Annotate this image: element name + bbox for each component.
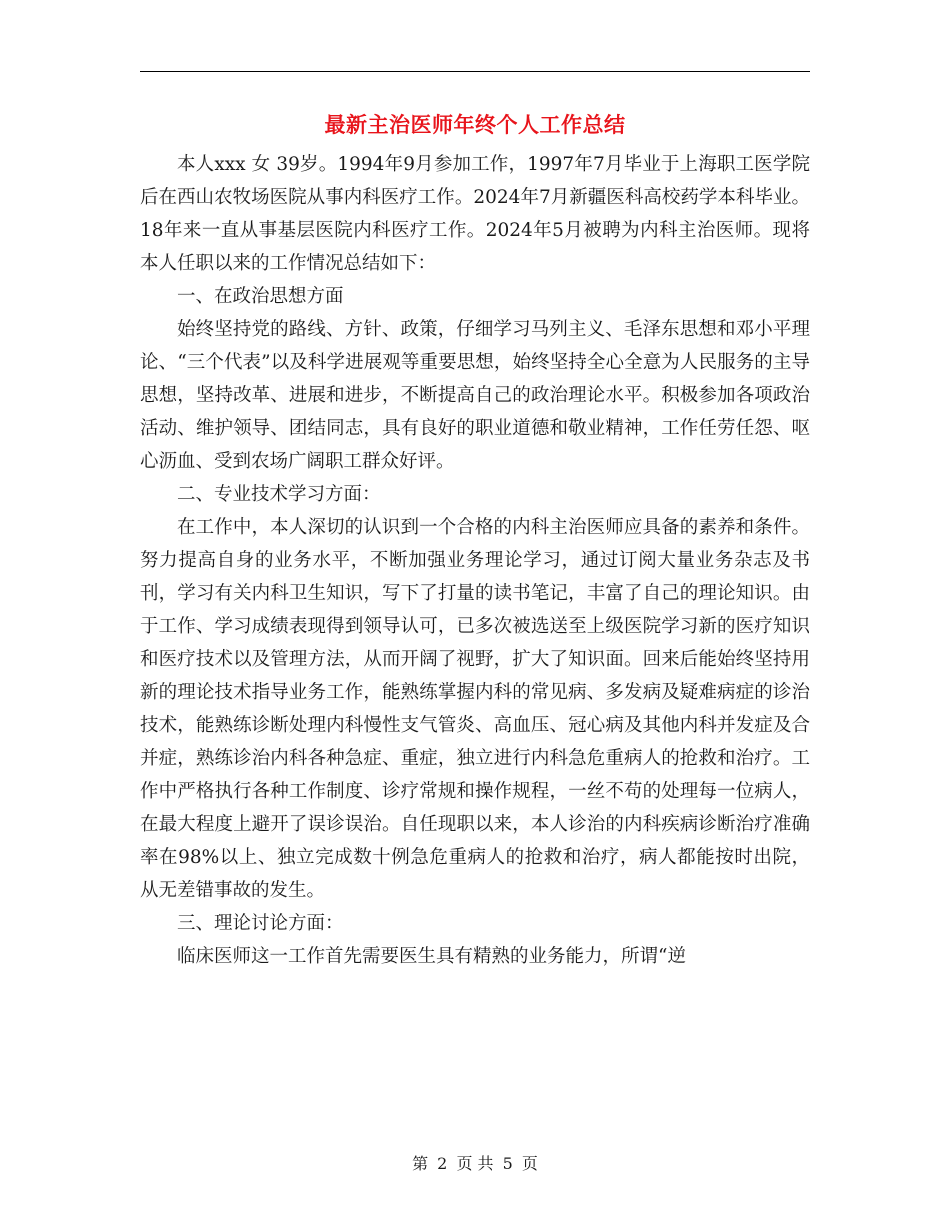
section-heading-theory: 三、理论讨论方面： (177, 913, 344, 934)
footer-suffix: 页 (521, 1154, 538, 1173)
paragraph-intro: 本人xxx 女 39岁。1994年9月参加工作，1997年7月毕业于上海职工医学院后在西山农牧场医院从事内科医疗工作。2024年7月新疆医科高校药学本科毕业。18年来一直从事基层医院内科医疗工作。2024年5月被聘为内科主治医师。现将本人任职以来的工作情况总结如下： (140, 154, 810, 274)
document-body (140, 148, 810, 973)
footer-prefix: 第 (412, 1154, 429, 1173)
section-heading-political: 一、在政治思想方面 (177, 286, 344, 307)
paragraph-professional: 在工作中，本人深切的认识到一个合格的内科主治医师应具备的素养和条件。努力提高自身的业务水平，不断加强业务理论学习，通过订阅大量业务杂志及书刊，学习有关内科卫生知识，写下了打量的读书笔记，丰富了自己的理论知识。由于工作、学习成绩表现得到领导认可，已多次被选送至上级医院学习新的医疗知识和医疗技术以及管理方法，从而开阔了视野，扩大了知识面。回来后能始终坚持用新的理论技术指导业务工作，能熟练掌握内科的常见病、多发病及疑难病症的诊治技术，能熟练诊断处理内科慢性支气管炎、高血压、冠心病及其他内科并发症及合并症，熟练诊治内科各种急症、重症，独立进行内科急危重病人的抢救和治疗。工作中严格执行各种工作制度、诊疗常规和操作规程，一丝不苟的处理每一位病人，在最大程度上避开了误诊误治。自任现职以来，本人诊治的内科疾病诊断治疗准确率在98%以上、独立完成数十例急危重病人的抢救和治疗，病人都能按时出院，从无差错事故的发生。 (140, 517, 810, 901)
document-title: 最新主治医师年终个人工作总结 (324, 112, 626, 137)
page-footer (0, 1152, 950, 1176)
total-page-count: 5 (502, 1154, 513, 1173)
current-page-number: 2 (437, 1154, 448, 1173)
header-rule (140, 71, 810, 72)
paragraph-political: 始终坚持党的路线、方针、政策，仔细学习马列主义、毛泽东思想和邓小平理论、“三个代表”以及科学进展观等重要思想，始终坚持全心全意为人民服务的主导思想，坚持改革、进展和进步，不断提高自己的政治理论水平。积极参加各项政治活动、维护领导、团结同志，具有良好的职业道德和敬业精神，工作任劳任怨、呕心沥血、受到农场广阔职工群众好评。 (140, 319, 810, 472)
section-heading-professional: 二、专业技术学习方面： (177, 484, 381, 505)
paragraph-theory: 临床医师这一工作首先需要医生具有精熟的业务能力，所谓“逆 (177, 946, 686, 967)
footer-middle: 页 共 (456, 1154, 494, 1173)
